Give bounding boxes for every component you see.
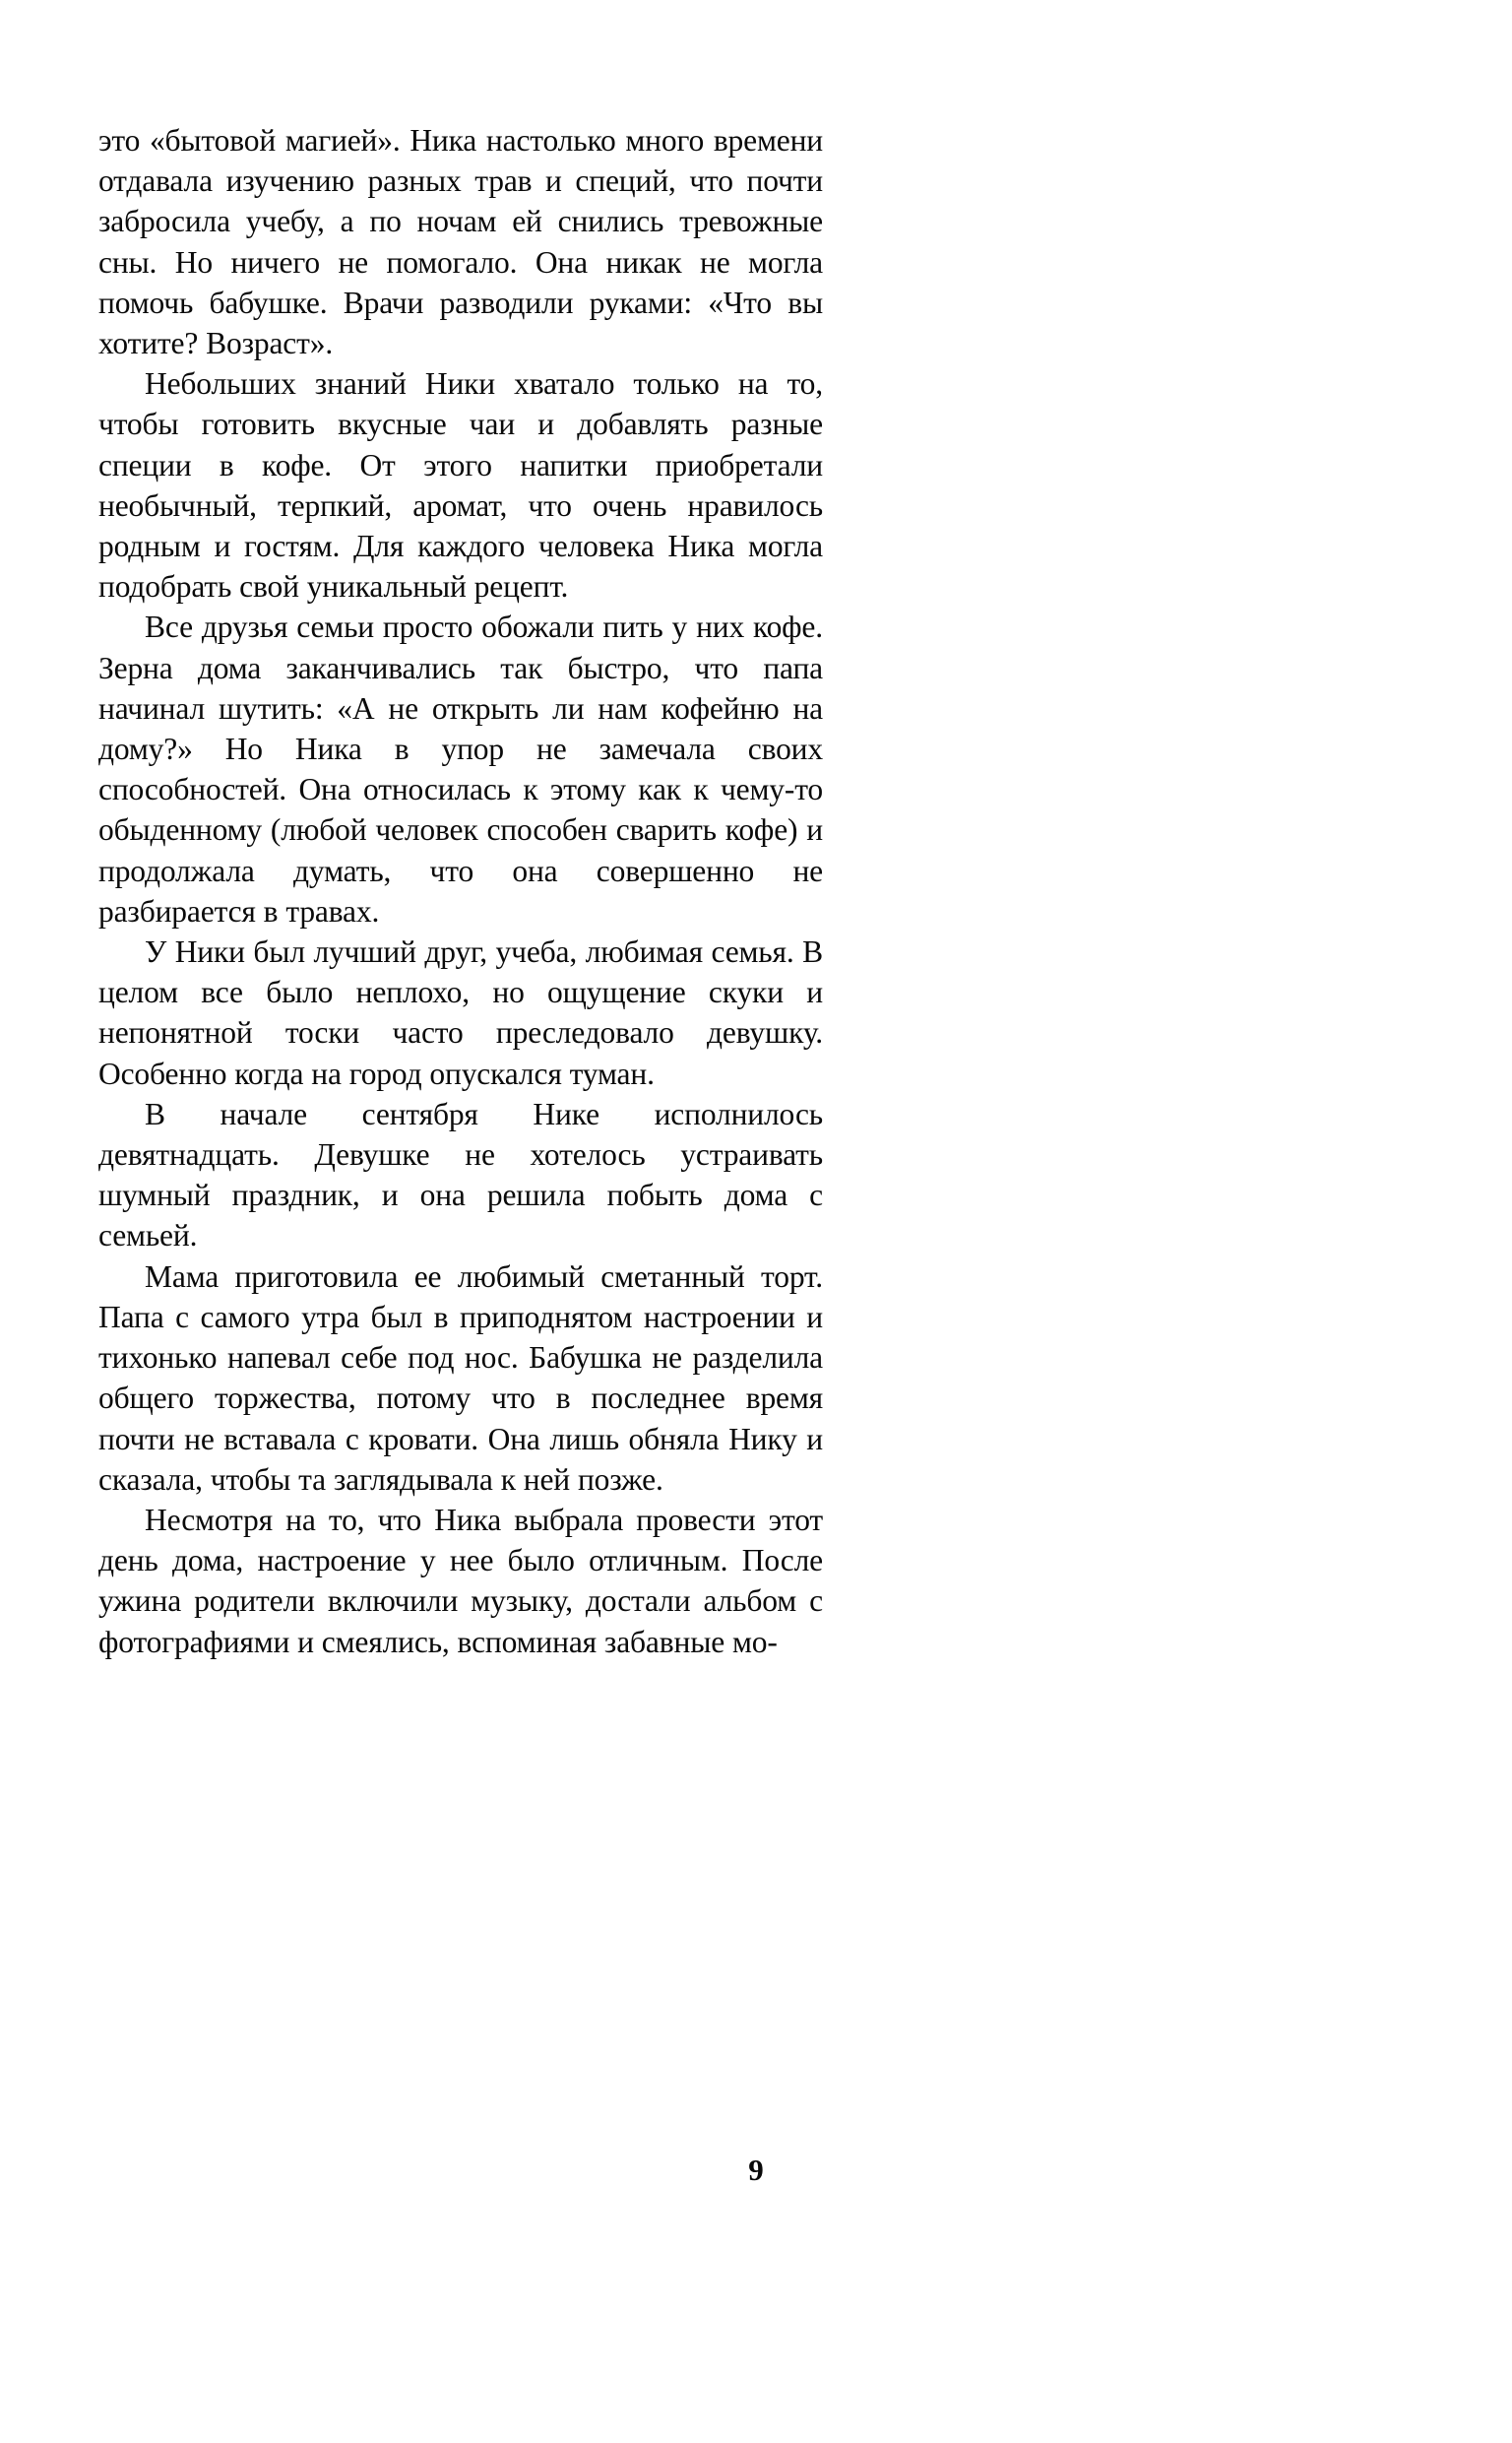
paragraph-7: Несмотря на то, что Ника выбрала провести этот день дома, настроение у нее было отличным. После ужина родители включили музыку, достали альбом с фотографиями и смеялись, вспоминая забавные мо- xyxy=(98,1502,823,1659)
paragraph-6: Мама приготовила ее любимый сметанный торт. Папа с самого утра был в приподнятом настроении и тихонько напевал себе под нос. Бабушка не разделила общего торжества, потому что в последнее время почти не вставала с кровати. Она лишь обняла Нику и сказала, чтобы та заглядывала к ней позже. xyxy=(98,1258,823,1497)
paragraph-5: В начале сентября Нике исполнилось девятнадцать. Девушке не хотелось устраивать шумный праздник, и она решила побыть дома с семьей. xyxy=(98,1096,823,1254)
paragraph-2: Небольших знаний Ники хватало только на то, чтобы готовить вкусные чаи и добавлять разные специи в кофе. От этого напитки приобретали необычный, терпкий, аромат, что очень нравилось родным и гостям. Для каждого человека Ника могла подобрать свой уникальный рецепт. xyxy=(98,366,823,605)
paragraph-3: Все друзья семьи просто обожали пить у них кофе. Зерна дома заканчивались так быстро, что папа начинал шутить: «А не открыть ли нам кофейню на дому?» Но Ника в упор не замечала своих способностей. Она относилась к этому как к чему-то обыденному (любой человек способен сварить кофе) и продолжала думать, что она совершенно не разбирается в травах. xyxy=(98,610,823,929)
paragraph-1: это «бытовой магией». Ника настолько много времени отдавала изучению разных трав и специй, что почти забросила учебу, а по ночам ей снились тревожные сны. Но ничего не помогало. Она никак не могла помочь бабушке. Врачи разводили руками: «Что вы хотите? Возраст». xyxy=(98,123,823,361)
page-number: 9 xyxy=(748,2153,764,2187)
page-text-block xyxy=(98,120,823,1662)
paragraph-4: У Ники был лучший друг, учеба, любимая семья. В целом все было неплохо, но ощущение скуки и непонятной тоски часто преследовало девушку. Особенно когда на город опускался туман. xyxy=(98,934,823,1091)
